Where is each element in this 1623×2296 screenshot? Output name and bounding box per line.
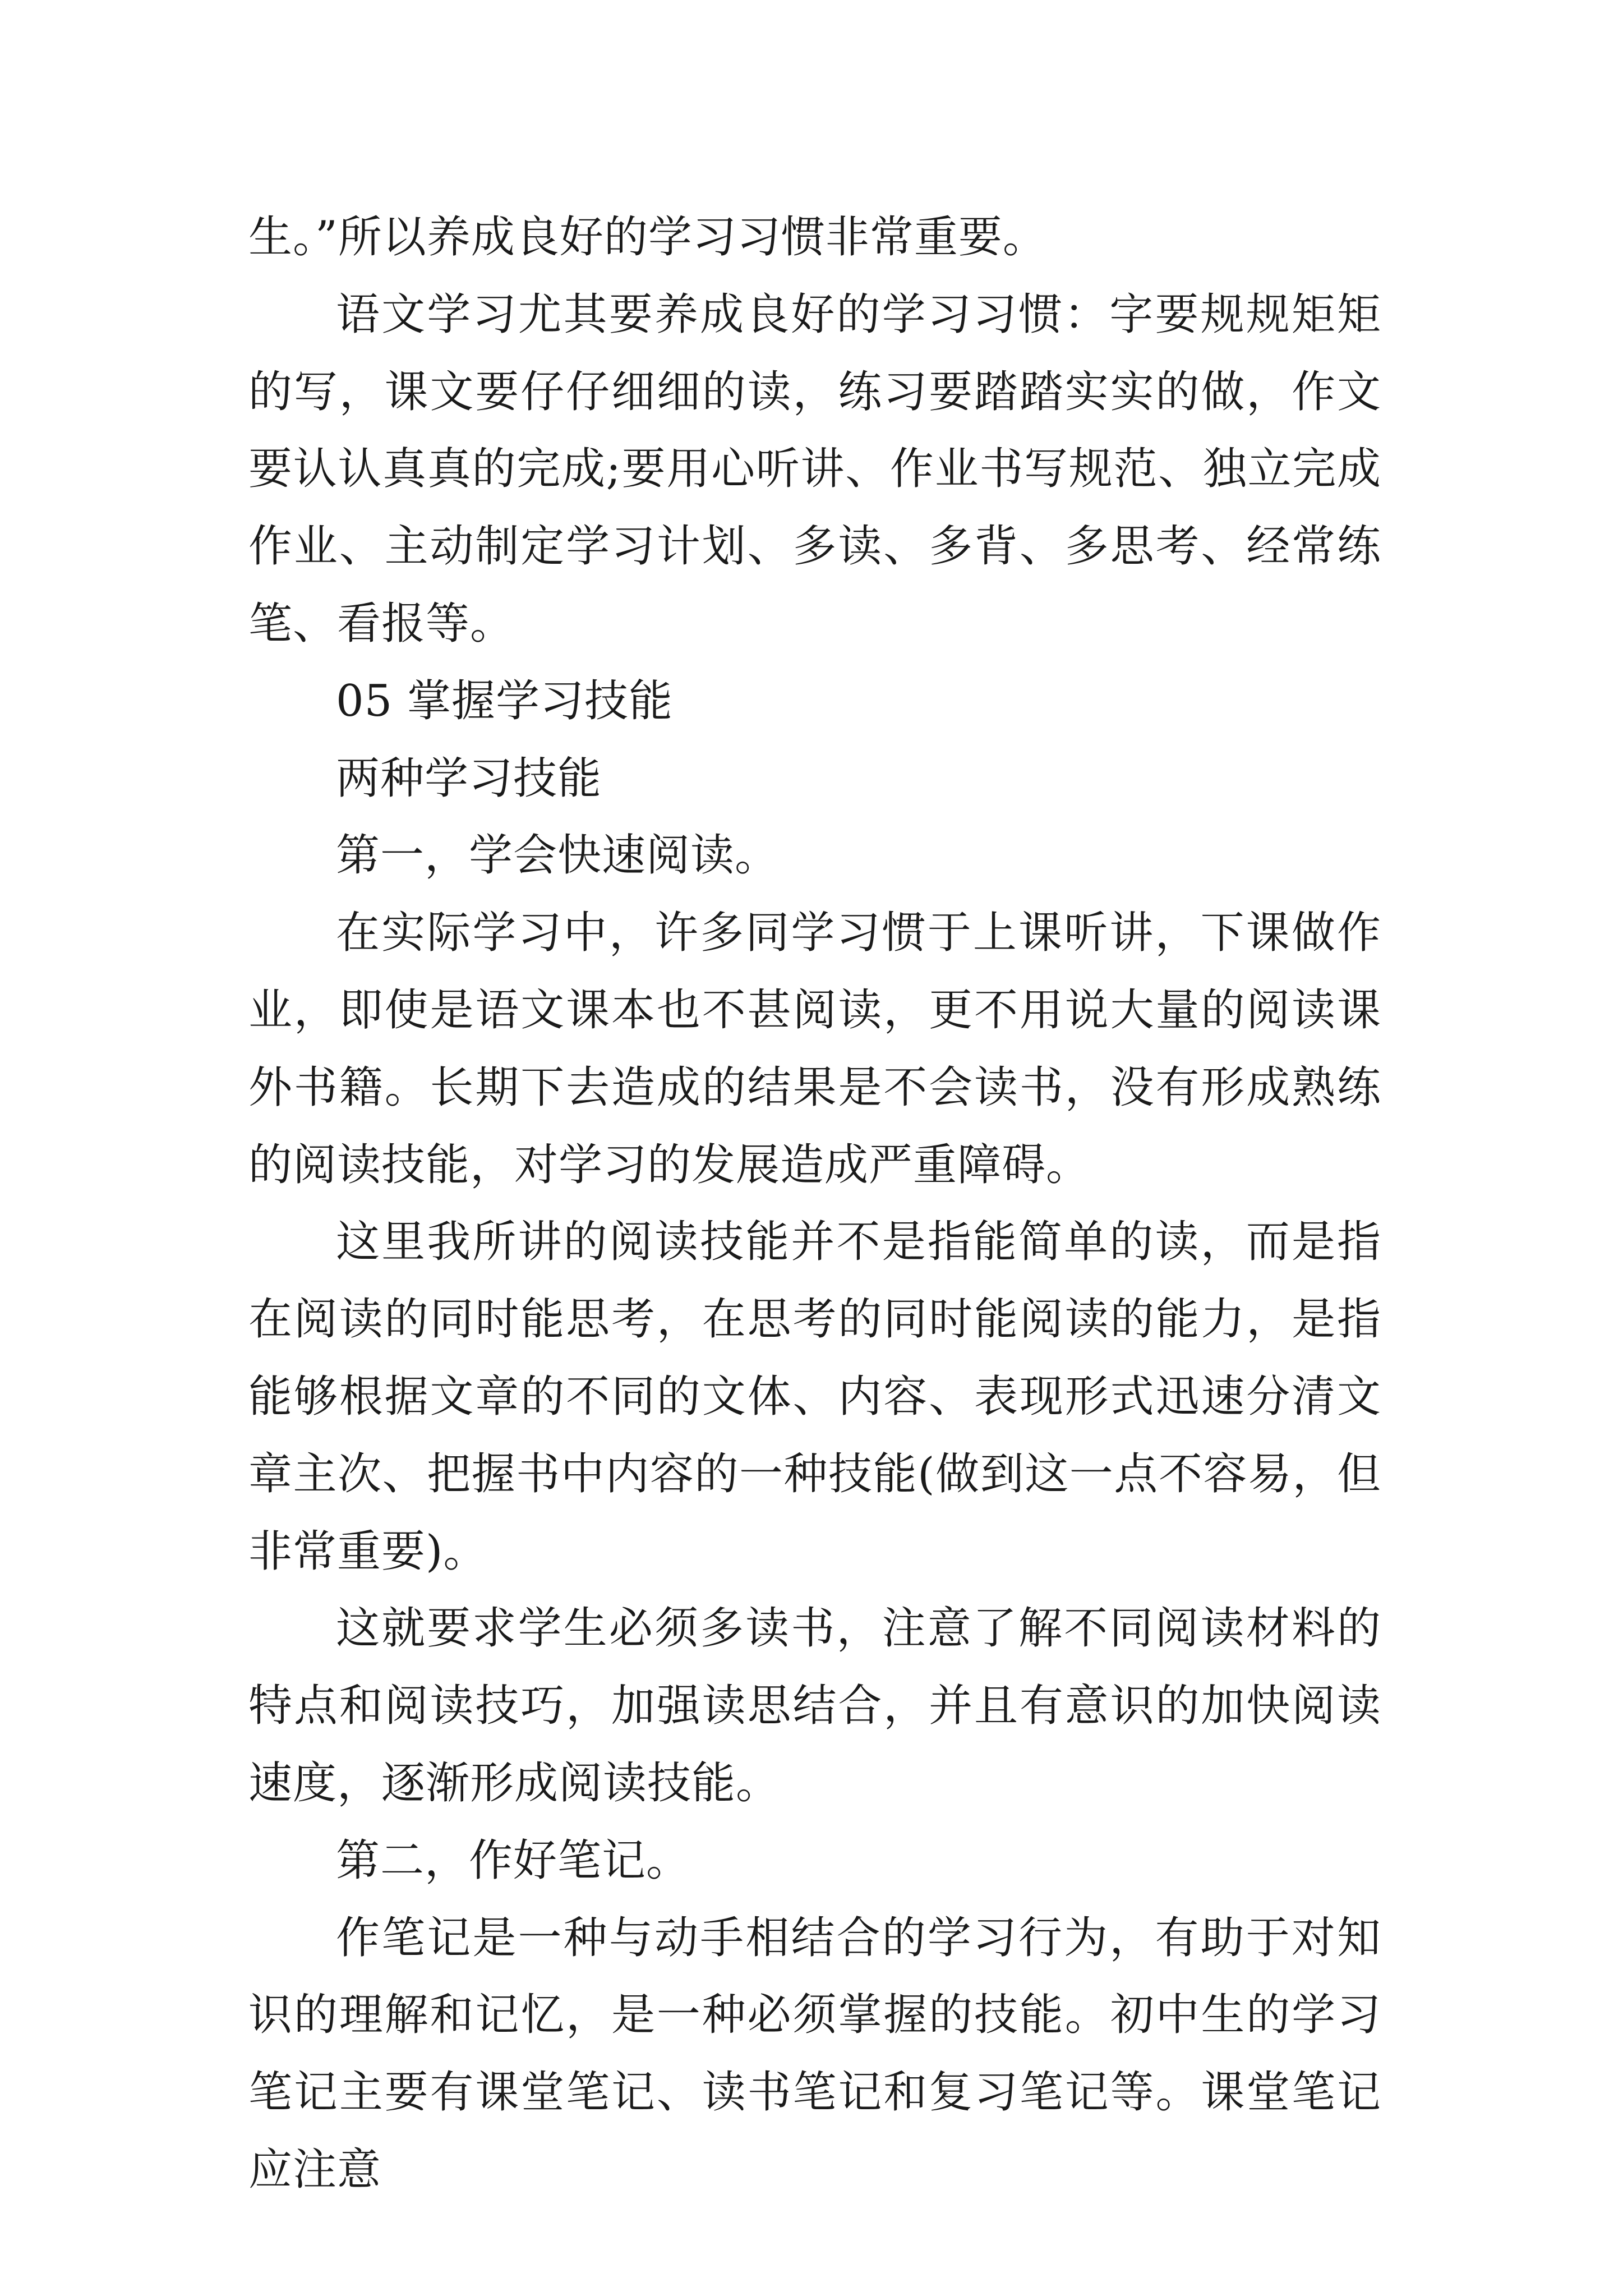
paragraph-10: 作笔记是一种与动手相结合的学习行为，有助于对知识的理解和记忆，是一种必须掌握的技能。初中生的学习笔记主要有课堂笔记、读书笔记和复习笔记等。课堂笔记应注意	[248, 1912, 1381, 2195]
paragraph-1: 生。”所以养成良好的学习习惯非常重要。	[248, 212, 1047, 263]
point-one-heading: 第一，学会快速阅读。	[336, 830, 780, 881]
subheading: 两种学习技能	[336, 753, 602, 804]
paragraph-2: 语文学习尤其要养成良好的学习习惯：字要规规矩矩的写，课文要仔仔细细的读，练习要踏踏实实的做，作文要认认真真的完成;要用心听讲、作业书写规范、独立完成作业、主动制定学习计划、多读、多背、多思考、经常练笔、看报等。	[248, 289, 1381, 649]
point-two-heading: 第二，作好笔记。	[336, 1835, 691, 1886]
paragraph-7: 这里我所讲的阅读技能并不是指能简单的读，而是指在阅读的同时能思考，在思考的同时能阅读的能力，是指能够根据文章的不同的文体、内容、表现形式迅速分清文章主次、把握书中内容的一种技能(做到这一点不容易，但非常重要)。	[248, 1217, 1381, 1577]
paragraph-6: 在实际学习中，许多同学习惯于上课听讲，下课做作业，即使是语文课本也不甚阅读，更不用说大量的阅读课外书籍。长期下去造成的结果是不会读书，没有形成熟练的阅读技能，对学习的发展造成严重障碍。	[248, 908, 1381, 1190]
section-heading: 05 掌握学习技能	[336, 675, 674, 726]
paragraph-8: 这就要求学生必须多读书，注意了解不同阅读材料的特点和阅读技巧，加强读思结合，并且有意识的加快阅读速度，逐渐形成阅读技能。	[248, 1603, 1381, 1809]
document-body	[248, 199, 1381, 2209]
